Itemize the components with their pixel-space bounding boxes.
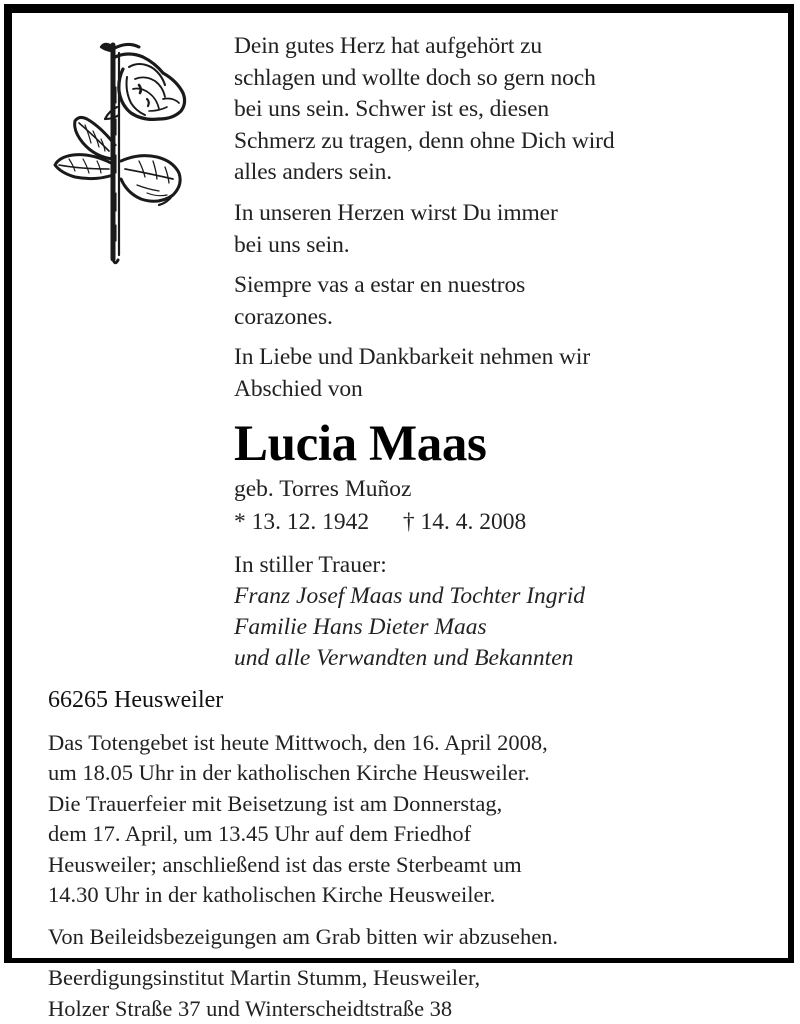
notice-top-area: [12, 13, 788, 675]
birth-date: 13. 12. 1942: [251, 509, 370, 536]
verse-2-line-1: In unseren Herzen wirst Du immer: [234, 199, 558, 226]
condolence-note: Von Beileidsbezeigungen am Grab bitten wir abzusehen.: [48, 923, 559, 949]
farewell-line-1: In Liebe und Dankbarkeit nehmen wir: [234, 344, 591, 371]
death-symbol: †: [402, 509, 415, 536]
funeral-home-info: [48, 963, 768, 1024]
mourner-1: Franz Josef Maas und Tochter Ingrid: [234, 582, 585, 609]
service-line-5: Heusweiler; anschließend ist das erste Sterbeamt um: [48, 851, 522, 877]
mourners-list: [234, 581, 766, 675]
deceased-dates: [234, 507, 766, 538]
mourner-2: Familie Hans Dieter Maas: [234, 614, 487, 641]
verse-1-line-3: bei uns sein. Schwer ist es, diesen: [234, 96, 550, 123]
verse-1-line-5: alles anders sein.: [234, 159, 393, 186]
service-line-4: dem 17. April, um 13.45 Uhr auf dem Friedhof: [48, 821, 472, 847]
place-line: 66265 Heusweiler: [48, 686, 224, 713]
notice-black-frame: [4, 4, 794, 1021]
service-details: [48, 728, 768, 911]
mourner-3: und alle Verwandten und Bekannten: [234, 645, 574, 672]
verse-and-name-column: [234, 13, 788, 675]
verse-2-line-2: bei uns sein.: [234, 231, 350, 258]
deceased-maiden-name: geb. Torres Muñoz: [234, 475, 412, 502]
verse-1-line-2: schlagen und wollte doch so gern noch: [234, 64, 596, 91]
verse-1: [234, 31, 766, 189]
verse-3-spanish: [234, 270, 766, 333]
mourners-heading: In stiller Trauer:: [234, 551, 387, 578]
farewell-intro: [234, 342, 766, 405]
verse-2: [234, 198, 766, 261]
funeral-home-line-1: Beerdigungsinstitut Martin Stumm, Heusweiler,: [48, 965, 481, 991]
notice-lower-area: [12, 675, 788, 1024]
verse-1-line-4: Schmerz zu tragen, denn ohne Dich wird: [234, 127, 615, 154]
service-line-2: um 18.05 Uhr in der katholischen Kirche Heusweiler.: [48, 760, 530, 786]
ornament-cell: [12, 13, 234, 277]
service-line-3: Die Trauerfeier mit Beisetzung ist am Donnerstag,: [48, 790, 503, 816]
service-line-6: 14.30 Uhr in der katholischen Kirche Heusweiler.: [48, 882, 496, 908]
service-line-1: Das Totengebet ist heute Mittwoch, den 16. April 2008,: [48, 729, 548, 755]
funeral-home-line-2: Holzer Straße 37 und Winterscheidtstraße 38: [48, 995, 453, 1021]
verse-3-line-2: corazones.: [234, 303, 333, 330]
verse-1-line-1: Dein gutes Herz hat aufgehört zu: [234, 33, 543, 59]
verse-3-line-1: Siempre vas a estar en nuestros: [234, 272, 526, 299]
rose-icon: [43, 27, 203, 277]
farewell-line-2: Abschied von: [234, 375, 363, 402]
deceased-name: Lucia Maas: [234, 415, 487, 472]
birth-symbol: *: [234, 509, 246, 536]
death-date: 14. 4. 2008: [420, 509, 527, 536]
notice-inner-content: [12, 13, 788, 1021]
